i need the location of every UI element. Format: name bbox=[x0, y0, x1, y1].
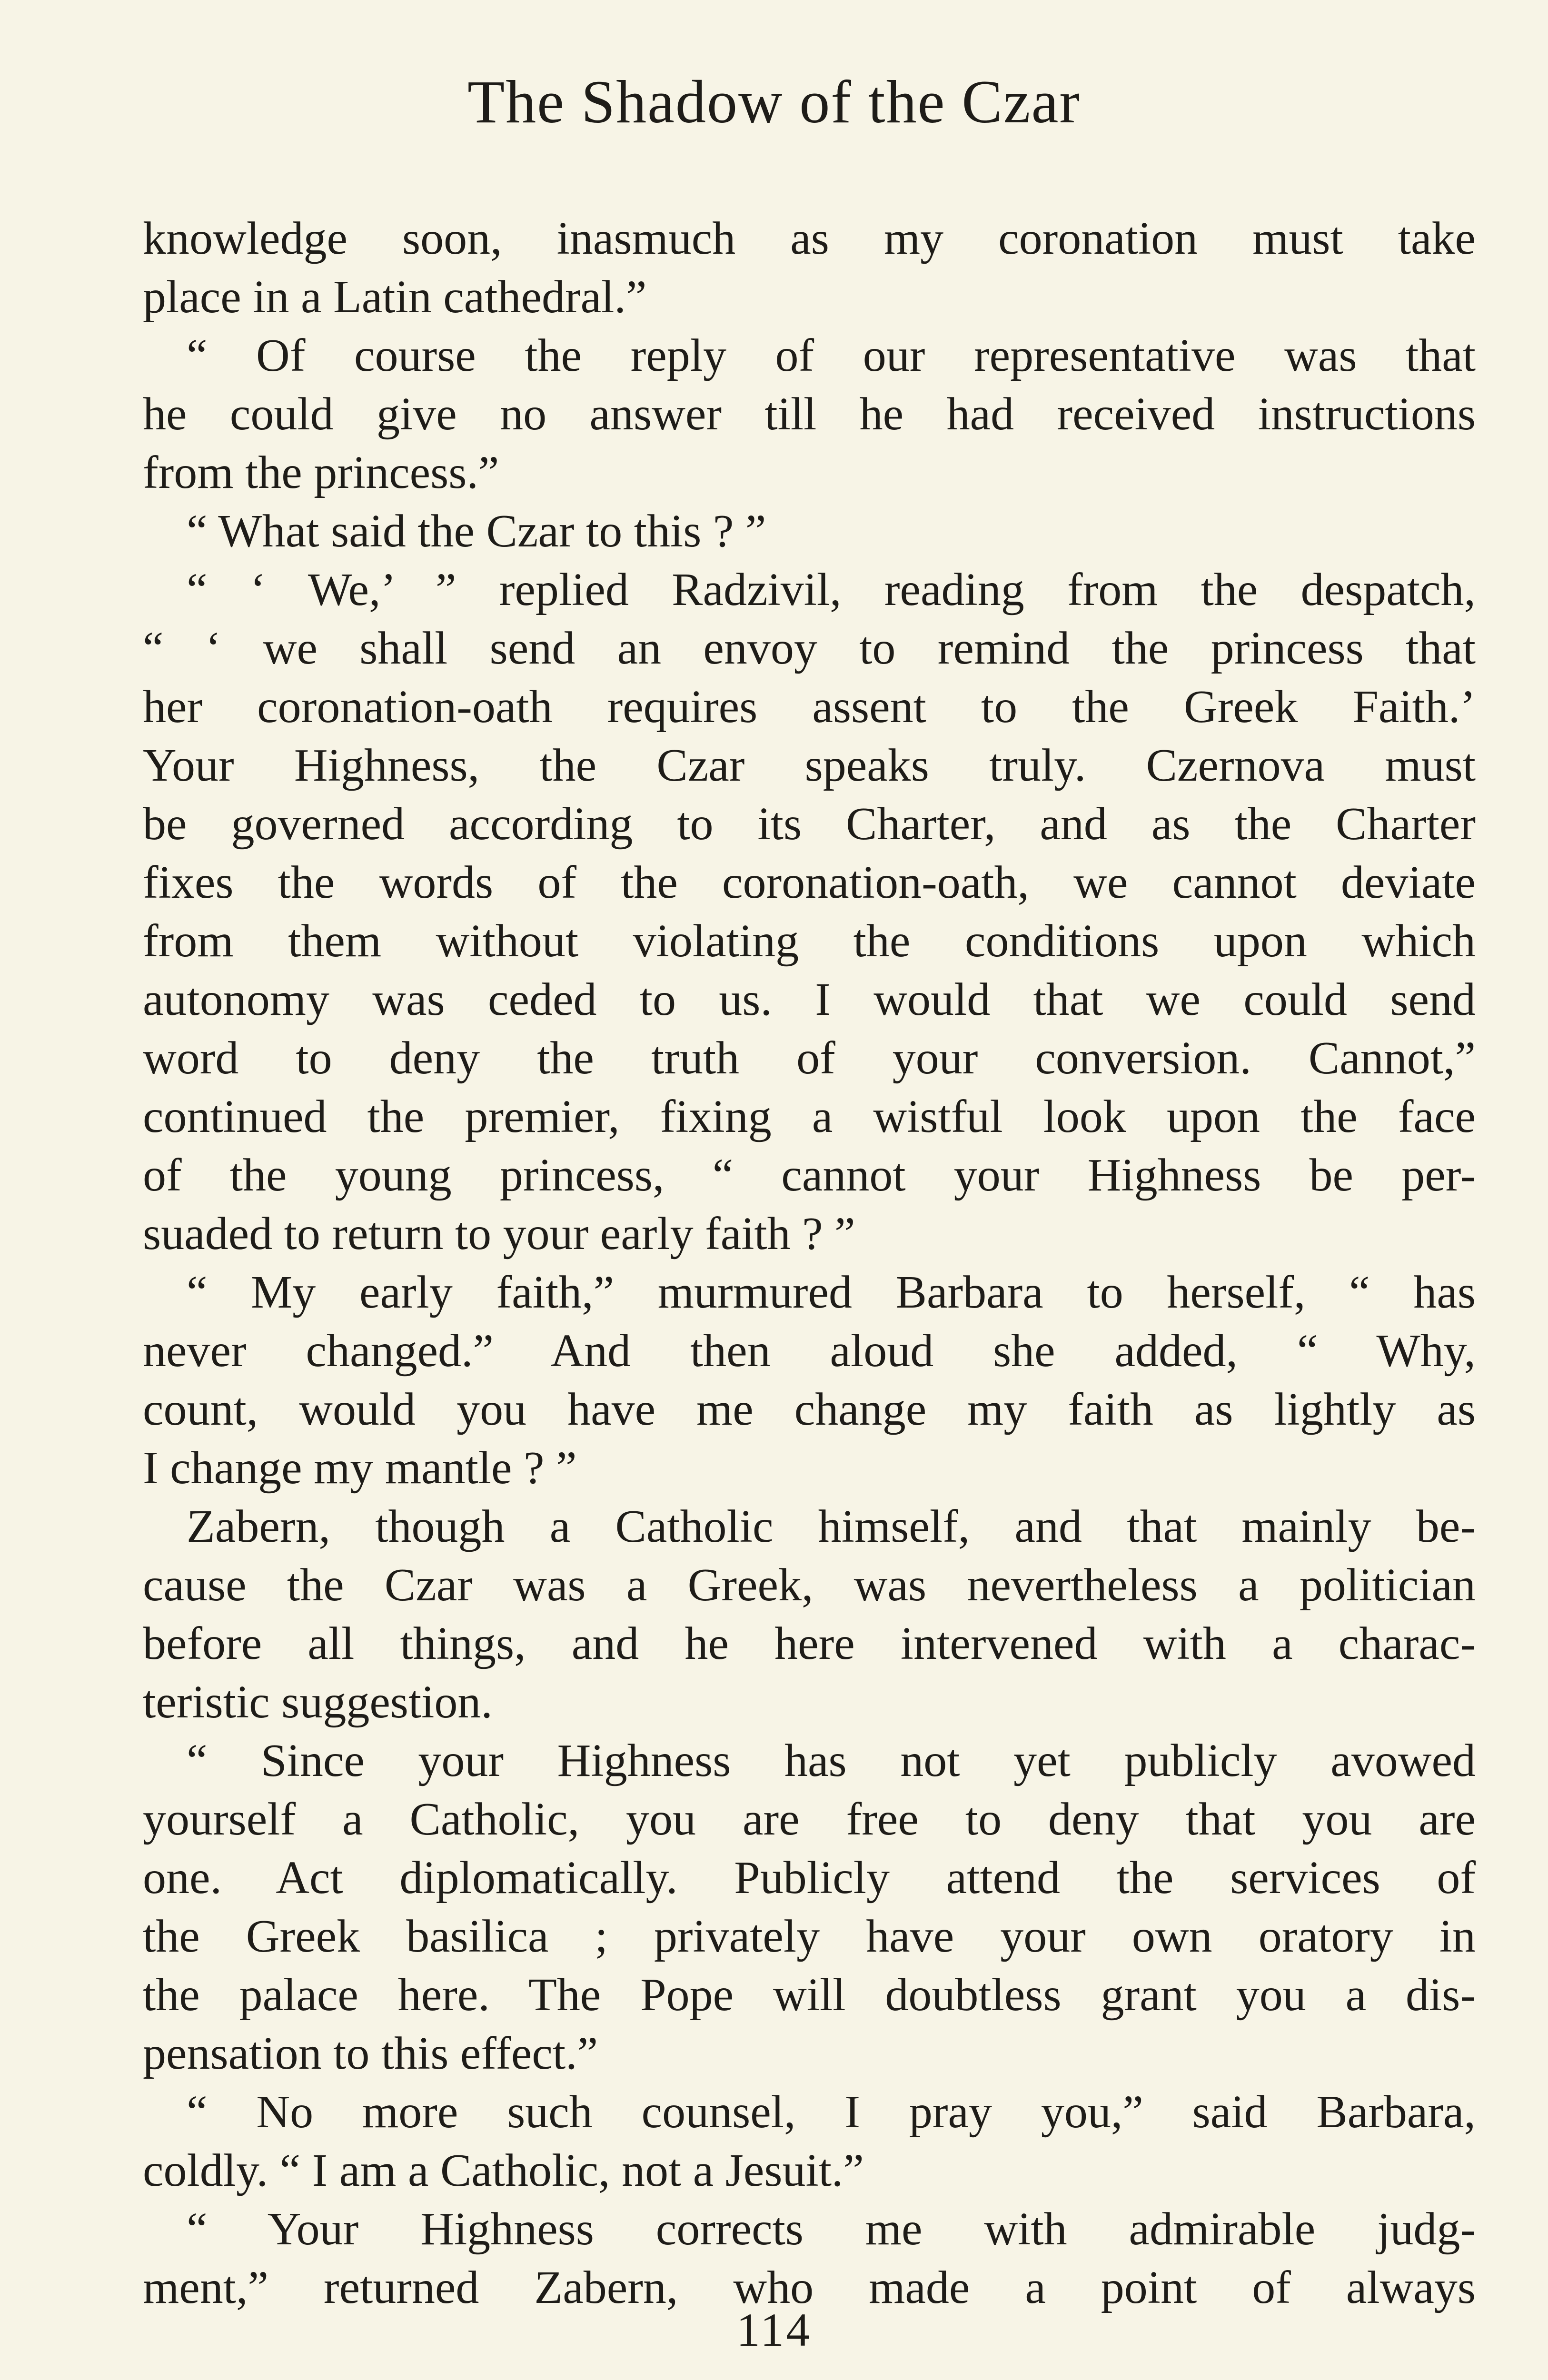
running-head: The Shadow of the Czar bbox=[467, 68, 1081, 136]
text-line: “ Your Highness corrects me with admirable judg- bbox=[187, 2203, 1476, 2255]
text-line: knowledge soon, inasmuch as my coronation must take bbox=[143, 213, 1476, 264]
text-line: place in a Latin cathedral.” bbox=[143, 271, 647, 323]
text-line: the palace here. The Pope will doubtless grant you a dis- bbox=[143, 1969, 1476, 2021]
text-line: before all things, and he here intervened with a charac- bbox=[143, 1618, 1476, 1669]
text-line: “ What said the Czar to this ? ” bbox=[187, 506, 766, 557]
text-line: from the princess.” bbox=[143, 447, 499, 498]
text-line: of the young princess, “ cannot your Highness be per- bbox=[143, 1150, 1476, 1201]
text-line: he could give no answer till he had received instructions bbox=[143, 388, 1476, 440]
text-line: count, would you have me change my faith as lightly as bbox=[143, 1384, 1476, 1435]
text-line: be governed according to its Charter, and as the Charter bbox=[143, 798, 1476, 850]
text-line: “ ‘ we shall send an envoy to remind the princess that bbox=[143, 623, 1476, 674]
text-line: cause the Czar was a Greek, was nevertheless a politician bbox=[143, 1559, 1476, 1611]
text-line: word to deny the truth of your conversion. Cannot,” bbox=[143, 1032, 1476, 1084]
text-line: Your Highness, the Czar speaks truly. Czernova must bbox=[143, 740, 1476, 791]
text-line: fixes the words of the coronation-oath, we cannot deviate bbox=[143, 857, 1476, 908]
text-line: teristic suggestion. bbox=[143, 1676, 493, 1728]
text-line: coldly. “ I am a Catholic, not a Jesuit.” bbox=[143, 2145, 864, 2196]
text-line: autonomy was ceded to us. I would that we could send bbox=[143, 974, 1476, 1025]
text-line: never changed.” And then aloud she added, “ Why, bbox=[143, 1325, 1476, 1377]
text-line: “ My early faith,” murmured Barbara to herself, “ has bbox=[187, 1267, 1476, 1318]
text-line: ment,” returned Zabern, who made a point of always bbox=[143, 2262, 1476, 2313]
text-line: “ Of course the reply of our representative was that bbox=[187, 330, 1476, 381]
text-line: her coronation-oath requires assent to the Greek Faith.’ bbox=[143, 681, 1476, 733]
text-line: continued the premier, fixing a wistful look upon the face bbox=[143, 1091, 1476, 1142]
text-line: “ No more such counsel, I pray you,” said Barbara, bbox=[187, 2086, 1476, 2138]
text-line: one. Act diplomatically. Publicly attend the services of bbox=[143, 1852, 1476, 1904]
text-line: I change my mantle ? ” bbox=[143, 1442, 577, 1494]
text-line: pensation to this effect.” bbox=[143, 2028, 598, 2079]
text-line: yourself a Catholic, you are free to deny that you are bbox=[143, 1794, 1476, 1845]
body-text bbox=[143, 209, 1476, 2317]
text-line: “ ‘ We,’ ” replied Radzivil, reading from the despatch, bbox=[187, 564, 1476, 615]
text-line: from them without violating the conditions upon which bbox=[143, 915, 1476, 967]
text-line: suaded to return to your early faith ? ” bbox=[143, 1208, 855, 1259]
page-number: 114 bbox=[736, 2303, 812, 2356]
text-line: Zabern, though a Catholic himself, and that mainly be- bbox=[187, 1501, 1476, 1552]
text-line: the Greek basilica ; privately have your own oratory in bbox=[143, 1911, 1476, 1962]
text-line: “ Since your Highness has not yet publicly avowed bbox=[187, 1735, 1476, 1786]
